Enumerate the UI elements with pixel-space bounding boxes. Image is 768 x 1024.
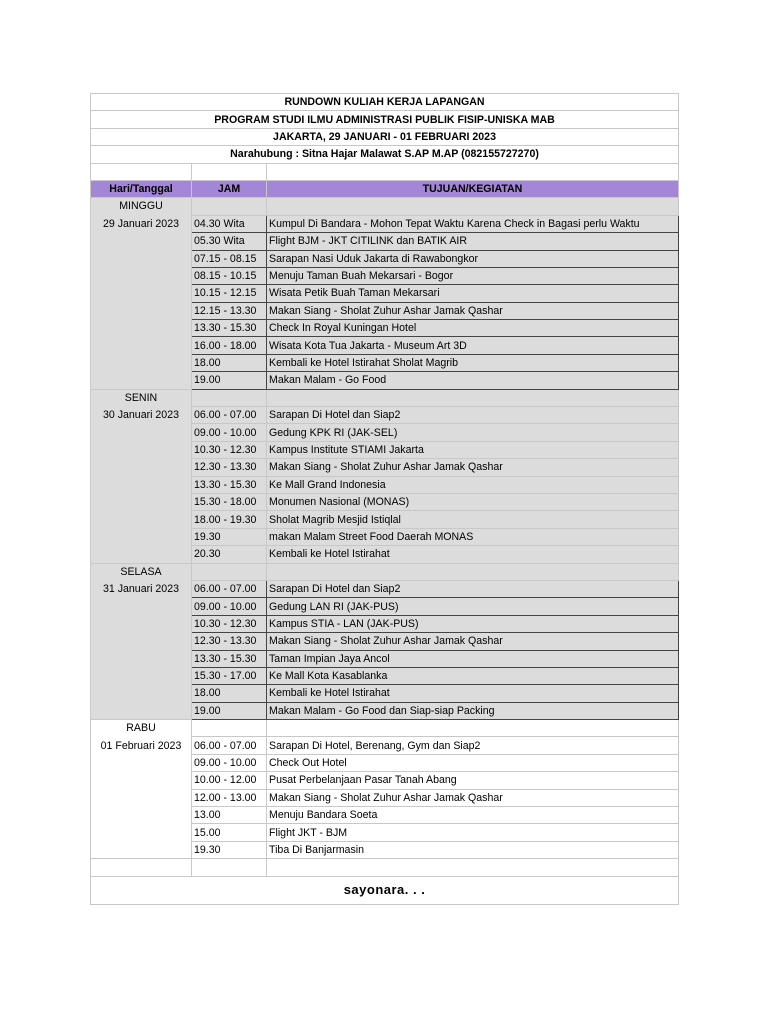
activity-cell: Check Out Hotel xyxy=(267,754,679,771)
activity-cell: Ke Mall Kota Kasablanka xyxy=(267,667,679,684)
activity-cell: Wisata Petik Buah Taman Mekarsari xyxy=(267,285,679,302)
activity-cell: Pusat Perbelanjaan Pasar Tanah Abang xyxy=(267,772,679,789)
day-name: SENIN xyxy=(124,391,158,404)
activity-cell: Sarapan Di Hotel dan Siap2 xyxy=(267,407,679,424)
time-cell: 15.30 - 17.00 xyxy=(192,667,267,684)
time-cell: 06.00 - 07.00 xyxy=(192,580,267,597)
title-line: Narahubung : Sitna Hajar Malawat S.AP M.AP (082155727270) xyxy=(91,146,679,163)
spacer-row xyxy=(91,859,679,876)
day-cell xyxy=(91,563,192,720)
title-row xyxy=(91,111,679,128)
empty-cell xyxy=(267,163,679,180)
activity-cell: Makan Siang - Sholat Zuhur Ashar Jamak Qashar xyxy=(267,459,679,476)
time-cell: 06.00 - 07.00 xyxy=(192,407,267,424)
day-row xyxy=(91,198,679,215)
day-name: SELASA xyxy=(120,565,162,578)
activity-cell: Sarapan Di Hotel, Berenang, Gym dan Siap2 xyxy=(267,737,679,754)
empty-cell xyxy=(91,163,192,180)
day-cell xyxy=(91,198,192,389)
activity-cell: Kembali ke Hotel Istirahat xyxy=(267,546,679,563)
footer-row xyxy=(91,876,679,904)
time-cell: 18.00 - 19.30 xyxy=(192,511,267,528)
empty-cell xyxy=(267,198,679,215)
day-cell xyxy=(91,389,192,563)
time-cell: 04.30 Wita xyxy=(192,215,267,232)
activity-cell: Check In Royal Kuningan Hotel xyxy=(267,320,679,337)
activity-cell: Sarapan Di Hotel dan Siap2 xyxy=(267,580,679,597)
activity-cell: Kampus Institute STIAMI Jakarta xyxy=(267,441,679,458)
title-line: JAKARTA, 29 JANUARI - 01 FEBRUARI 2023 xyxy=(91,128,679,145)
empty-cell xyxy=(192,859,267,876)
activity-cell: Makan Siang - Sholat Zuhur Ashar Jamak Qashar xyxy=(267,633,679,650)
time-cell: 09.00 - 10.00 xyxy=(192,424,267,441)
time-cell: 13.30 - 15.30 xyxy=(192,476,267,493)
time-cell: 09.00 - 10.00 xyxy=(192,598,267,615)
time-cell: 12.30 - 13.30 xyxy=(192,633,267,650)
time-cell: 13.30 - 15.30 xyxy=(192,320,267,337)
day-cell xyxy=(91,720,192,859)
time-cell: 10.15 - 12.15 xyxy=(192,285,267,302)
activity-cell: Gedung KPK RI (JAK-SEL) xyxy=(267,424,679,441)
activity-cell: Sarapan Nasi Uduk Jakarta di Rawabongkor xyxy=(267,250,679,267)
activity-cell: Sholat Magrib Mesjid Istiqlal xyxy=(267,511,679,528)
day-name: MINGGU xyxy=(119,200,163,213)
time-cell: 13.30 - 15.30 xyxy=(192,650,267,667)
empty-cell xyxy=(267,720,679,737)
empty-cell xyxy=(192,720,267,737)
spacer-row xyxy=(91,163,679,180)
time-cell: 18.00 xyxy=(192,354,267,371)
time-cell: 05.30 Wita xyxy=(192,233,267,250)
time-cell: 16.00 - 18.00 xyxy=(192,337,267,354)
day-date: 31 Januari 2023 xyxy=(103,583,179,596)
time-cell: 19.00 xyxy=(192,372,267,389)
empty-cell xyxy=(192,389,267,406)
empty-cell xyxy=(267,563,679,580)
activity-cell: makan Malam Street Food Daerah MONAS xyxy=(267,528,679,545)
time-cell: 18.00 xyxy=(192,685,267,702)
column-header: Hari/Tanggal xyxy=(91,180,192,197)
activity-cell: Makan Siang - Sholat Zuhur Ashar Jamak Qashar xyxy=(267,302,679,319)
day-name: RABU xyxy=(126,722,156,735)
empty-cell xyxy=(192,563,267,580)
title-row xyxy=(91,146,679,163)
time-cell: 12.00 - 13.00 xyxy=(192,789,267,806)
time-cell: 20.30 xyxy=(192,546,267,563)
activity-cell: Menuju Bandara Soeta xyxy=(267,807,679,824)
activity-cell: Makan Siang - Sholat Zuhur Ashar Jamak Qashar xyxy=(267,789,679,806)
activity-cell: Kembali ke Hotel Istirahat Sholat Magrib xyxy=(267,354,679,371)
column-header: TUJUAN/KEGIATAN xyxy=(267,180,679,197)
column-header: JAM xyxy=(192,180,267,197)
activity-cell: Kumpul Di Bandara - Mohon Tepat Waktu Karena Check in Bagasi perlu Waktu xyxy=(267,215,679,232)
activity-cell: Makan Malam - Go Food xyxy=(267,372,679,389)
time-cell: 10.30 - 12.30 xyxy=(192,441,267,458)
activity-cell: Ke Mall Grand Indonesia xyxy=(267,476,679,493)
time-cell: 19.30 xyxy=(192,841,267,858)
title-row xyxy=(91,128,679,145)
activity-cell: Flight JKT - BJM xyxy=(267,824,679,841)
day-row xyxy=(91,563,679,580)
empty-cell xyxy=(91,859,192,876)
empty-cell xyxy=(267,389,679,406)
time-cell: 08.15 - 10.15 xyxy=(192,267,267,284)
time-cell: 12.15 - 13.30 xyxy=(192,302,267,319)
day-row xyxy=(91,389,679,406)
time-cell: 15.00 xyxy=(192,824,267,841)
activity-cell: Menuju Taman Buah Mekarsari - Bogor xyxy=(267,267,679,284)
activity-cell: Kampus STIA - LAN (JAK-PUS) xyxy=(267,615,679,632)
title-row xyxy=(91,94,679,111)
empty-cell xyxy=(192,198,267,215)
day-date: 01 Februari 2023 xyxy=(100,739,182,752)
time-cell: 12.30 - 13.30 xyxy=(192,459,267,476)
activity-cell: Gedung LAN RI (JAK-PUS) xyxy=(267,598,679,615)
activity-cell: Wisata Kota Tua Jakarta - Museum Art 3D xyxy=(267,337,679,354)
time-cell: 19.00 xyxy=(192,702,267,719)
empty-cell xyxy=(192,163,267,180)
empty-cell xyxy=(267,859,679,876)
activity-cell: Makan Malam - Go Food dan Siap-siap Packing xyxy=(267,702,679,719)
title-line: RUNDOWN KULIAH KERJA LAPANGAN xyxy=(91,94,679,111)
activity-cell: Flight BJM - JKT CITILINK dan BATIK AIR xyxy=(267,233,679,250)
activity-cell: Taman Impian Jaya Ancol xyxy=(267,650,679,667)
time-cell: 06.00 - 07.00 xyxy=(192,737,267,754)
activity-cell: Monumen Nasional (MONAS) xyxy=(267,493,679,510)
time-cell: 10.30 - 12.30 xyxy=(192,615,267,632)
rundown-table xyxy=(90,93,679,905)
header-row xyxy=(91,180,679,197)
day-row xyxy=(91,720,679,737)
activity-cell: Tiba Di Banjarmasin xyxy=(267,841,679,858)
day-date: 30 Januari 2023 xyxy=(103,409,179,422)
time-cell: 13.00 xyxy=(192,807,267,824)
activity-cell: Kembali ke Hotel Istirahat xyxy=(267,685,679,702)
time-cell: 09.00 - 10.00 xyxy=(192,754,267,771)
time-cell: 10.00 - 12.00 xyxy=(192,772,267,789)
time-cell: 15.30 - 18.00 xyxy=(192,493,267,510)
time-cell: 19.30 xyxy=(192,528,267,545)
title-line: PROGRAM STUDI ILMU ADMINISTRASI PUBLIK FISIP-UNISKA MAB xyxy=(91,111,679,128)
footer-text: sayonara. . . xyxy=(91,876,679,904)
day-date: 29 Januari 2023 xyxy=(103,217,179,230)
time-cell: 07.15 - 08.15 xyxy=(192,250,267,267)
